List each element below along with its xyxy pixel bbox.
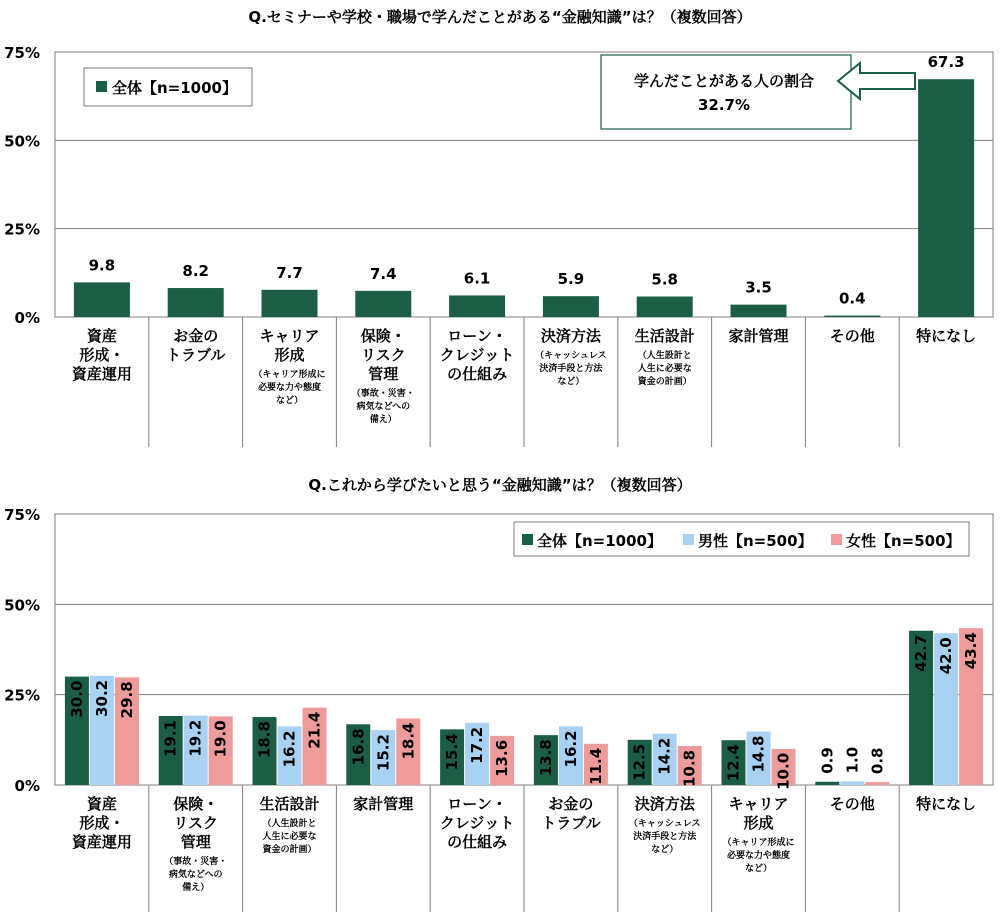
bar-all	[543, 296, 599, 317]
category-sublabel: 資金の計画）	[637, 377, 692, 387]
category-label: その他	[829, 795, 875, 813]
data-label: 0.4	[839, 289, 866, 308]
chart2-legend-label-all: 全体【n=1000】	[537, 532, 662, 550]
data-label: 67.3	[927, 53, 965, 72]
y-tick-label: 0%	[14, 777, 40, 795]
y-tick-label: 75%	[4, 506, 40, 524]
category-sublabel: （キャリア形成に	[722, 838, 795, 848]
category-label: 特になし	[916, 327, 977, 345]
category-label: キャリア	[259, 327, 320, 345]
data-label: 17.2	[468, 726, 487, 764]
category-sublabel: 決済手段と方法	[633, 832, 697, 842]
data-label: 18.8	[255, 721, 274, 759]
category-sublabel: など）	[744, 864, 773, 874]
data-label: 14.8	[749, 735, 768, 773]
chart1-title: Q.セミナーや学校・職場で学んだことがある“金融知識”は？（複数回答）	[248, 8, 752, 26]
y-tick-label: 25%	[4, 686, 40, 705]
data-label: 3.5	[745, 278, 772, 297]
category-sublabel: （事故・災害・	[164, 857, 228, 867]
data-label: 13.8	[536, 739, 555, 777]
data-label: 43.4	[962, 632, 981, 670]
data-label: 19.0	[211, 720, 230, 758]
data-label: 10.0	[774, 752, 793, 790]
category-label: 形成	[274, 346, 305, 364]
chart2-legend-label-female: 女性【n=500】	[846, 532, 961, 550]
category-label: トラブル	[541, 814, 601, 832]
category-sublabel: （キャッシュレス	[628, 819, 701, 829]
category-sublabel: （キャリア形成に	[253, 370, 326, 380]
category-sublabel: 必要な力や態度	[726, 851, 791, 861]
data-label: 21.4	[305, 711, 324, 749]
category-sublabel: 資金の計画）	[262, 845, 317, 855]
category-label: 保険・	[173, 795, 219, 813]
category-sublabel: 病気などへの	[356, 402, 411, 412]
category-label: 特になし	[916, 795, 977, 813]
data-label: 16.2	[561, 730, 580, 768]
bar-all	[824, 316, 880, 317]
category-sublabel: （人生設計と	[637, 351, 692, 361]
category-sublabel: 病気などへの	[168, 870, 223, 880]
chart2-legend-swatch-female	[831, 534, 842, 545]
data-label: 12.4	[724, 744, 743, 782]
category-sublabel: 人生に必要な	[262, 832, 317, 842]
data-label: 42.0	[937, 637, 956, 675]
data-label: 14.2	[655, 737, 674, 775]
bar-all	[449, 295, 505, 317]
chart1-legend-label: 全体【n=1000】	[112, 79, 237, 97]
data-label: 42.7	[912, 634, 931, 672]
category-label: 家計管理	[353, 795, 414, 813]
data-label: 30.0	[67, 680, 86, 718]
bar-female	[865, 782, 889, 785]
data-label: 9.8	[88, 256, 116, 275]
data-label: 6.1	[463, 269, 491, 288]
category-label: の仕組み	[447, 833, 508, 851]
bar-all	[918, 79, 974, 317]
bar-all	[731, 305, 787, 317]
data-label: 11.4	[586, 747, 605, 785]
chart2-title: Q.これから学びたいと思う“金融知識”は？（複数回答）	[308, 476, 692, 494]
annotation-line1: 学んだことがある人の割合	[633, 72, 815, 90]
data-label: 1.0	[843, 746, 862, 774]
data-label: 19.1	[161, 719, 180, 758]
annotation-line2: 32.7%	[697, 96, 751, 114]
category-label: 生活設計	[259, 795, 320, 813]
category-label: 資産	[86, 795, 117, 813]
chart2-legend-swatch-male	[683, 534, 694, 545]
y-tick-label: 50%	[4, 132, 40, 151]
chart1-annotation	[601, 55, 915, 129]
category-sublabel: など）	[275, 396, 304, 406]
category-sublabel: 備え）	[182, 883, 210, 893]
data-label: 7.4	[370, 264, 397, 283]
category-sublabel: 人生に必要な	[637, 364, 692, 374]
bar-male	[840, 781, 864, 785]
y-tick-label: 75%	[4, 44, 40, 62]
data-label: 0.8	[868, 747, 887, 775]
category-label: トラブル	[165, 346, 226, 364]
category-label: リスク	[360, 346, 406, 364]
data-label: 10.8	[680, 749, 699, 787]
data-label: 18.4	[399, 722, 418, 760]
category-label: 形成・	[79, 814, 125, 832]
category-label: 決済方法	[634, 795, 695, 813]
category-label: その他	[829, 327, 875, 345]
category-label: ローン・	[447, 327, 507, 345]
category-label: クレジット	[439, 346, 515, 364]
category-label: キャリア	[728, 795, 789, 813]
category-sublabel: （事故・災害・	[351, 389, 415, 399]
category-sublabel: 必要な力や態度	[257, 383, 322, 393]
bar-all	[74, 282, 130, 317]
category-label: の仕組み	[447, 365, 508, 383]
data-label: 15.4	[443, 733, 462, 771]
category-label: 資産運用	[71, 833, 132, 851]
chart2-legend-swatch-all	[522, 534, 533, 545]
y-tick-label: 25%	[4, 220, 40, 239]
category-label: ローン・	[447, 795, 507, 813]
chart2-legend-label-male: 男性【n=500】	[698, 532, 813, 550]
category-sublabel: （キャッシュレス	[535, 351, 607, 361]
chart2-legend	[514, 522, 969, 556]
data-label: 19.2	[186, 719, 205, 757]
category-label: 資産運用	[71, 365, 132, 383]
data-label: 7.7	[276, 263, 303, 282]
bar-all	[262, 290, 318, 317]
category-sublabel: 備え）	[369, 415, 397, 425]
category-sublabel: など）	[557, 377, 585, 387]
category-label: お金の	[548, 795, 594, 813]
y-tick-label: 0%	[14, 309, 40, 327]
bar-all	[637, 297, 693, 317]
data-label: 0.9	[818, 747, 837, 774]
chart1-legend-swatch	[96, 81, 107, 92]
category-label: 資産	[86, 327, 117, 345]
category-label: 生活設計	[634, 327, 695, 345]
y-tick-label: 50%	[4, 596, 40, 615]
data-label: 16.8	[349, 728, 368, 766]
category-label: お金の	[173, 327, 219, 345]
data-label: 30.2	[92, 679, 111, 717]
category-label: 家計管理	[728, 327, 789, 345]
bar-all	[815, 782, 839, 785]
data-label: 13.6	[493, 739, 512, 777]
data-label: 12.5	[630, 743, 649, 781]
category-label: 保険・	[360, 327, 406, 345]
category-label: 決済方法	[540, 327, 601, 345]
data-label: 15.2	[374, 734, 393, 772]
data-label: 29.8	[117, 681, 136, 719]
category-sublabel: 決済手段と方法	[539, 364, 603, 374]
category-sublabel: など）	[651, 845, 679, 855]
bar-all	[355, 291, 411, 317]
chart1-legend	[84, 68, 252, 106]
data-label: 16.2	[280, 730, 299, 768]
category-sublabel: （人生設計と	[262, 819, 317, 829]
data-label: 8.2	[182, 262, 209, 281]
data-label: 5.8	[651, 270, 678, 289]
category-label: クレジット	[439, 814, 515, 832]
category-label: 形成・	[79, 346, 125, 364]
bar-all	[168, 288, 224, 317]
data-label: 5.9	[557, 270, 585, 289]
category-label: リスク	[173, 814, 219, 832]
category-label: 管理	[368, 365, 399, 383]
category-label: 管理	[180, 833, 211, 851]
category-label: 形成	[743, 814, 774, 832]
